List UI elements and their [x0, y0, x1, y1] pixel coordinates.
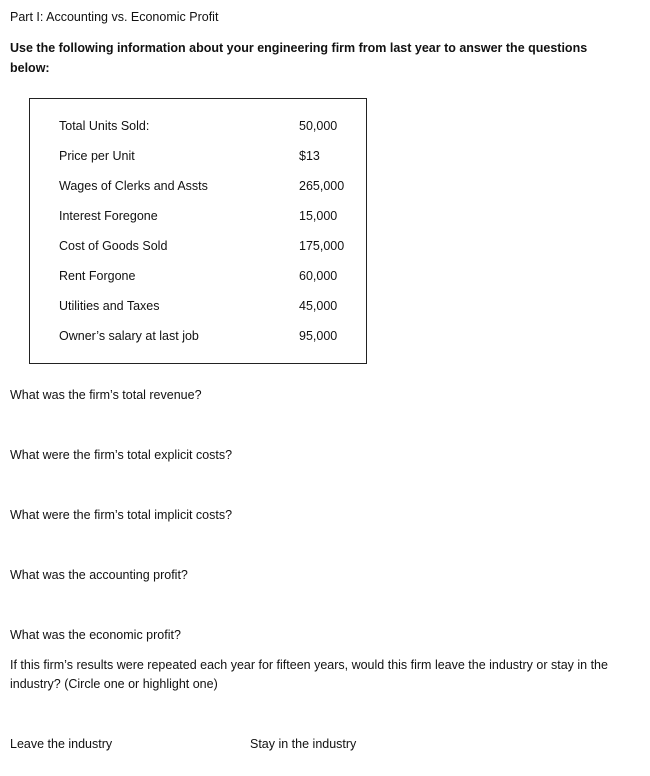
row-label: Owner’s salary at last job	[59, 329, 199, 343]
question-economic-profit: What was the economic profit?	[10, 628, 181, 642]
row-label: Utilities and Taxes	[59, 299, 160, 313]
row-value: 50,000	[299, 119, 338, 133]
instruction-text: Use the following information about your engineering firm from last year to answer the questions below:	[10, 41, 588, 75]
data-table-box	[29, 98, 367, 364]
row-value: 265,000	[299, 179, 345, 193]
option-leave-industry[interactable]: Leave the industry	[10, 737, 113, 751]
question-leave-or-stay: If this firm’s results were repeated each year for fifteen years, would this firm leave the industry or stay in the industry? (Circle one or highlight one)	[10, 658, 608, 691]
row-label: Price per Unit	[59, 149, 135, 163]
question-accounting-profit: What was the accounting profit?	[10, 568, 188, 582]
table-row	[30, 329, 366, 349]
table-row	[30, 209, 366, 229]
table-row	[30, 299, 366, 319]
table-row	[30, 269, 366, 289]
row-value: $13	[299, 149, 320, 163]
row-value: 95,000	[299, 329, 338, 343]
row-label: Interest Foregone	[59, 209, 158, 223]
row-value: 45,000	[299, 299, 338, 313]
question-total-revenue: What was the firm’s total revenue?	[10, 388, 202, 402]
row-value: 60,000	[299, 269, 338, 283]
page-heading: Part I: Accounting vs. Economic Profit	[10, 10, 219, 24]
option-stay-industry[interactable]: Stay in the industry	[250, 737, 357, 751]
question-implicit-costs: What were the firm’s total implicit costs?	[10, 508, 233, 522]
row-value: 175,000	[299, 239, 345, 253]
row-label: Cost of Goods Sold	[59, 239, 168, 253]
table-row	[30, 119, 366, 139]
table-row	[30, 149, 366, 169]
table-row	[30, 239, 366, 259]
row-label: Total Units Sold:	[59, 119, 150, 133]
row-label: Wages of Clerks and Assts	[59, 179, 208, 193]
table-row	[30, 179, 366, 199]
row-value: 15,000	[299, 209, 338, 223]
row-label: Rent Forgone	[59, 269, 136, 283]
question-explicit-costs: What were the firm’s total explicit costs?	[10, 448, 233, 462]
